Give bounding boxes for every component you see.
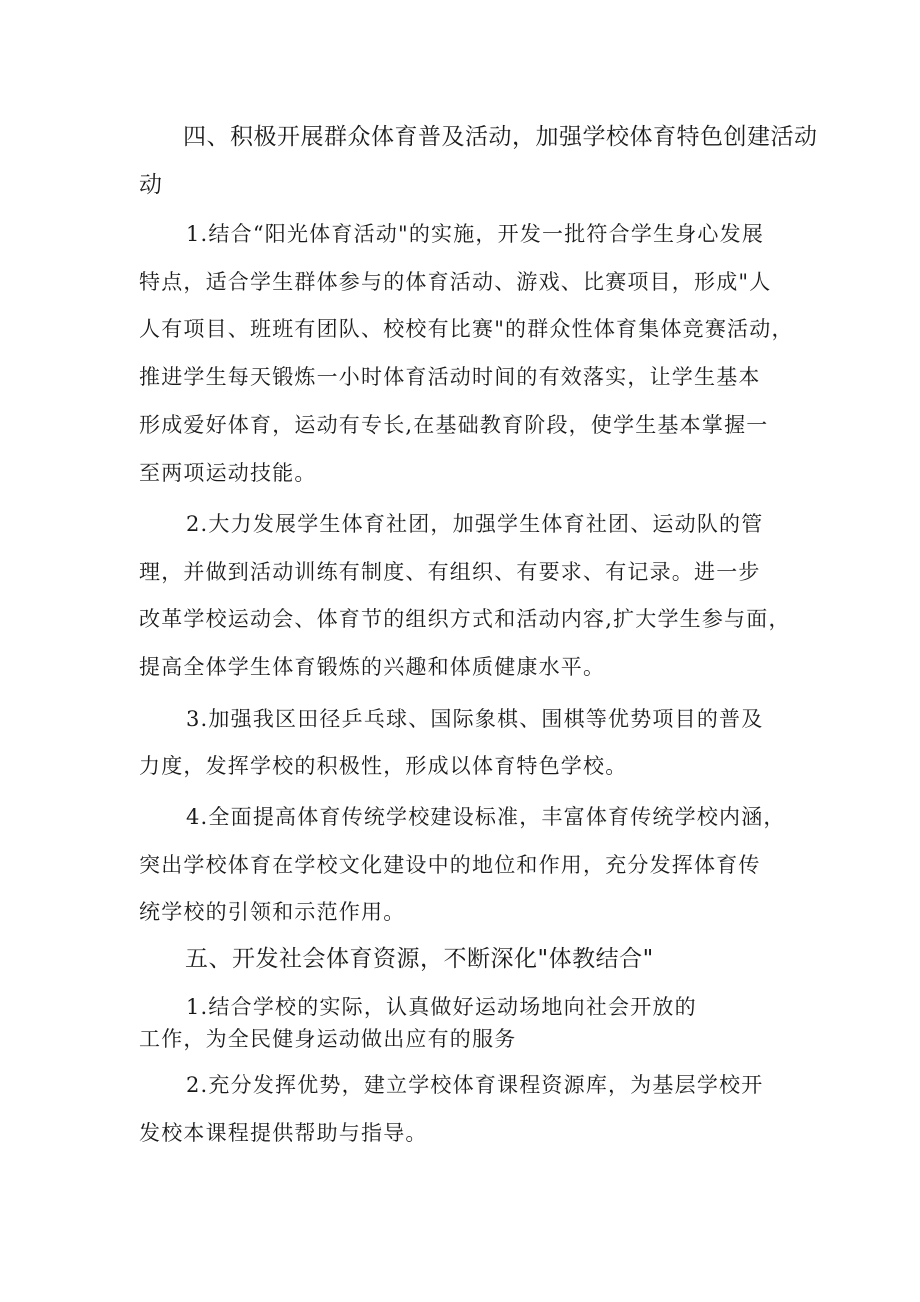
paragraph-line: 2.大力发展学生体育社团，加强学生体育社团、运动队的管 (186, 512, 764, 536)
paragraph-line: 发校本课程提供帮助与指导。 (139, 1121, 428, 1145)
paragraph-line: 改革学校运动会、体育节的组织方式和活动内容,扩大学生参与面， (139, 607, 791, 631)
paragraph-line: 特点，适合学生群体参与的体育活动、游戏、比赛项目，形成"人 (139, 270, 772, 294)
paragraph-line: 工作，为全民健身运动做出应有的服务 (139, 1027, 517, 1051)
section-4-heading-line-1: 四、积极开展群众体育普及活动，加强学校体育特色创建活动 (183, 124, 818, 150)
paragraph-line: 形成爱好体育，运动有专长,在基础教育阶段，使学生基本掌握一 (139, 413, 769, 437)
paragraph-line: 3.加强我区田径乒乓球、国际象棋、围棋等优势项目的普及 (186, 707, 764, 731)
paragraph-line: 至两项运动技能。 (139, 461, 317, 485)
paragraph-line: 突出学校体育在学校文化建设中的地位和作用，充分发挥体育传 (139, 853, 761, 877)
paragraph-line: 力度，发挥学校的积极性，形成以体育特色学校。 (139, 754, 628, 778)
section-5-heading: 五、开发社会体育资源，不断深化"体教结合" (185, 946, 654, 972)
section-4-heading-line-2: 动 (139, 172, 163, 198)
paragraph-line: 统学校的引领和示范作用。 (139, 900, 406, 924)
paragraph-line: 2.充分发挥优势，建立学校体育课程资源库，为基层学校开 (186, 1073, 764, 1097)
paragraph-line: 推进学生每天锻炼一小时体育活动时间的有效落实，让学生基本 (139, 365, 761, 389)
paragraph-line: 1.结合学校的实际，认真做好运动场地向社会开放的 (186, 995, 697, 1019)
paragraph-line: 4.全面提高体育传统学校建设标准，丰富体育传统学校内涵， (186, 805, 786, 829)
paragraph-line: 人有项目、班班有团队、校校有比赛"的群众性体育集体竞赛活动， (139, 317, 794, 341)
paragraph-line: 1.结合“阳光体育活动"的实施，开发一批符合学生身心发展 (186, 222, 765, 246)
paragraph-line: 提高全体学生体育锻炼的兴趣和体质健康水平。 (139, 655, 606, 679)
paragraph-line: 理，并做到活动训练有制度、有组织、有要求、有记录。进一步 (139, 560, 761, 584)
